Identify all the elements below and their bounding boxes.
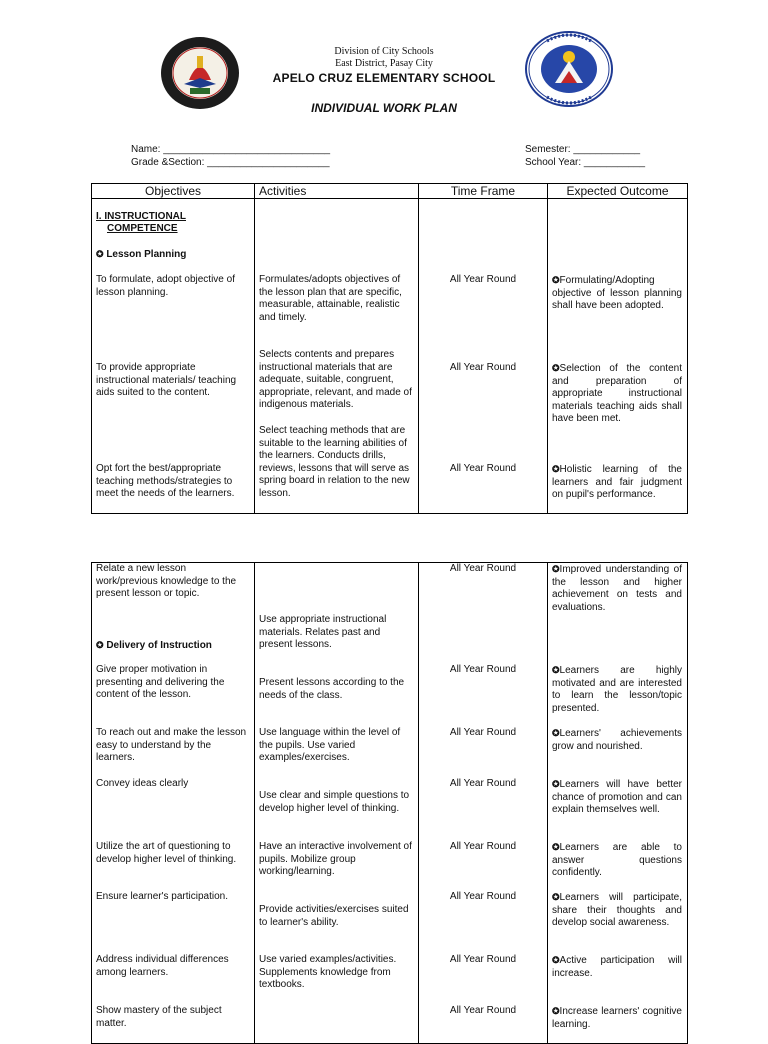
section-heading-line1: I. INSTRUCTIONAL — [96, 211, 186, 222]
header-activities: Activities — [255, 184, 419, 199]
bullet-icon: ✪ — [552, 728, 560, 738]
activity-text: Selects contents and prepares instructional materials that are adequate, suitable, congruent, appropriate, relevant, and made of indigenous materials. — [259, 349, 412, 411]
bullet-icon: ✪ — [96, 640, 104, 650]
time-frame-text: All Year Round — [449, 563, 517, 574]
objective-text: Address individual differences among learners. — [96, 954, 229, 978]
objective-text: To provide appropriate instructional materials/ teaching aids suited to the content. — [96, 362, 237, 399]
outcome-text: ✪Selection of the content and preparation of appropriate instructional materials teaching aids shall have been met. — [552, 363, 682, 425]
objective-text: Show mastery of the subject matter. — [96, 1005, 222, 1029]
objective-text: To reach out and make the lesson easy to understand by the learners. — [96, 727, 247, 764]
bullet-icon: ✪ — [552, 564, 560, 574]
activity-text: Provide activities/exercises suited to learner's ability. — [259, 904, 409, 928]
bullet-icon: ✪ — [552, 363, 560, 373]
time-frame-text: All Year Round — [449, 362, 517, 373]
subheading-delivery — [96, 639, 249, 653]
outcome-text: ✪Increase learners' cognitive learning. — [552, 1006, 682, 1030]
outcome-text: ✪Improved understanding of the lesson and higher achievement on tests and evaluations. — [552, 564, 682, 613]
grade-section-field[interactable]: Grade &Section: ______________________ — [131, 157, 330, 168]
subheading-label: Lesson Planning — [106, 249, 187, 260]
table-row — [92, 199, 688, 514]
activity-text: Use varied examples/activities. Supplements knowledge from textbooks. — [259, 954, 397, 991]
time-frame-text: All Year Round — [449, 891, 517, 902]
header-expected-outcome: Expected Outcome — [548, 184, 688, 199]
work-plan-table-1 — [91, 183, 688, 514]
plan-title: INDIVIDUAL WORK PLAN — [311, 101, 457, 115]
time-frame-text: All Year Round — [449, 954, 517, 965]
table-header-row — [92, 184, 688, 199]
school-name: APELO CRUZ ELEMENTARY SCHOOL — [272, 71, 496, 85]
activity-text: Formulates/adopts objectives of the lesson plan that are specific, measurable, attainable, realistic and timely. — [259, 274, 402, 323]
outcome-text: ✪Learners will have better chance of promotion and can explain themselves well. — [552, 779, 682, 816]
objective-text: To formulate, adopt objective of lesson planning. — [96, 274, 235, 298]
division-name: Division of City Schools — [334, 46, 434, 57]
bullet-icon: ✪ — [552, 955, 560, 965]
outcome-text: ✪Holistic learning of the learners and fair judgment on pupil's performance. — [552, 464, 682, 501]
district-name: East District, Pasay City — [335, 58, 433, 69]
outcome-text: ✪Learners are able to answer questions confidently. — [552, 842, 682, 879]
objective-text: Ensure learner's participation. — [96, 891, 228, 902]
outcome-text: ✪Learners are highly motivated and are interested to learn the lesson/topic presented. — [552, 665, 682, 714]
activity-text: Select teaching methods that are suitable to the learning abilities of the learners. Conducts drills, reviews, lessons that will serve as spring board in relation to the new lesson. — [259, 425, 410, 499]
bullet-icon: ✪ — [96, 249, 104, 259]
header-objectives: Objectives — [92, 184, 255, 199]
time-frame-text: All Year Round — [449, 274, 517, 285]
bullet-icon: ✪ — [552, 892, 560, 902]
activity-text: Use clear and simple questions to develop higher level of thinking. — [259, 790, 410, 814]
outcome-text: ✪Active participation will increase. — [552, 955, 682, 979]
time-frame-text: All Year Round — [449, 664, 517, 675]
bullet-icon: ✪ — [552, 275, 560, 285]
table-row — [92, 563, 688, 1044]
bullet-icon: ✪ — [552, 779, 560, 789]
activity-text: Have an interactive involvement of pupils. Mobilize group working/learning. — [259, 841, 412, 878]
objective-text: Relate a new lesson work/previous knowledge to the present lesson or topic. — [96, 563, 237, 600]
objective-text: Utilize the art of questioning to develop higher level of thinking. — [96, 841, 237, 865]
time-frame-text: All Year Round — [449, 463, 517, 474]
semester-field[interactable]: Semester: ____________ — [525, 144, 641, 155]
division-header — [0, 46, 768, 70]
time-frame-text: All Year Round — [449, 1005, 517, 1016]
bullet-icon: ✪ — [552, 842, 560, 852]
time-frame-text: All Year Round — [449, 841, 517, 852]
outcome-text: ✪Learners' achievements grow and nourished. — [552, 728, 682, 752]
bullet-icon: ✪ — [552, 1006, 560, 1016]
name-field[interactable]: Name: ______________________________ — [131, 144, 331, 155]
activity-text: Use appropriate instructional materials. Relates past and present lessons. — [259, 614, 387, 651]
activity-text: Present lessons according to the needs of the class. — [259, 677, 405, 701]
time-frame-text: All Year Round — [449, 727, 517, 738]
activity-text: Use language within the level of the pupils. Use varied examples/exercises. — [259, 727, 401, 764]
section-heading — [96, 211, 249, 235]
school-year-field[interactable]: School Year: ___________ — [525, 157, 646, 168]
section-heading-line2: COMPETENCE — [107, 223, 178, 234]
subheading-label: Delivery of Instruction — [106, 640, 212, 651]
outcome-text: ✪Formulating/Adopting objective of lesson planning shall have been adopted. — [552, 275, 682, 312]
bullet-icon: ✪ — [552, 665, 560, 675]
objective-text: Convey ideas clearly — [96, 778, 189, 789]
subheading-lesson-planning — [96, 248, 249, 262]
time-frame-text: All Year Round — [449, 778, 517, 789]
bullet-icon: ✪ — [552, 464, 560, 474]
outcome-text: ✪Learners will participate, share their thoughts and develop social awareness. — [552, 892, 682, 929]
work-plan-table-2 — [91, 562, 688, 1044]
header-time-frame: Time Frame — [419, 184, 548, 199]
objective-text: Give proper motivation in presenting and delivering the content of the lesson. — [96, 664, 225, 701]
objective-text: Opt fort the best/appropriate teaching methods/strategies to meet the needs of the learners. — [96, 463, 235, 500]
